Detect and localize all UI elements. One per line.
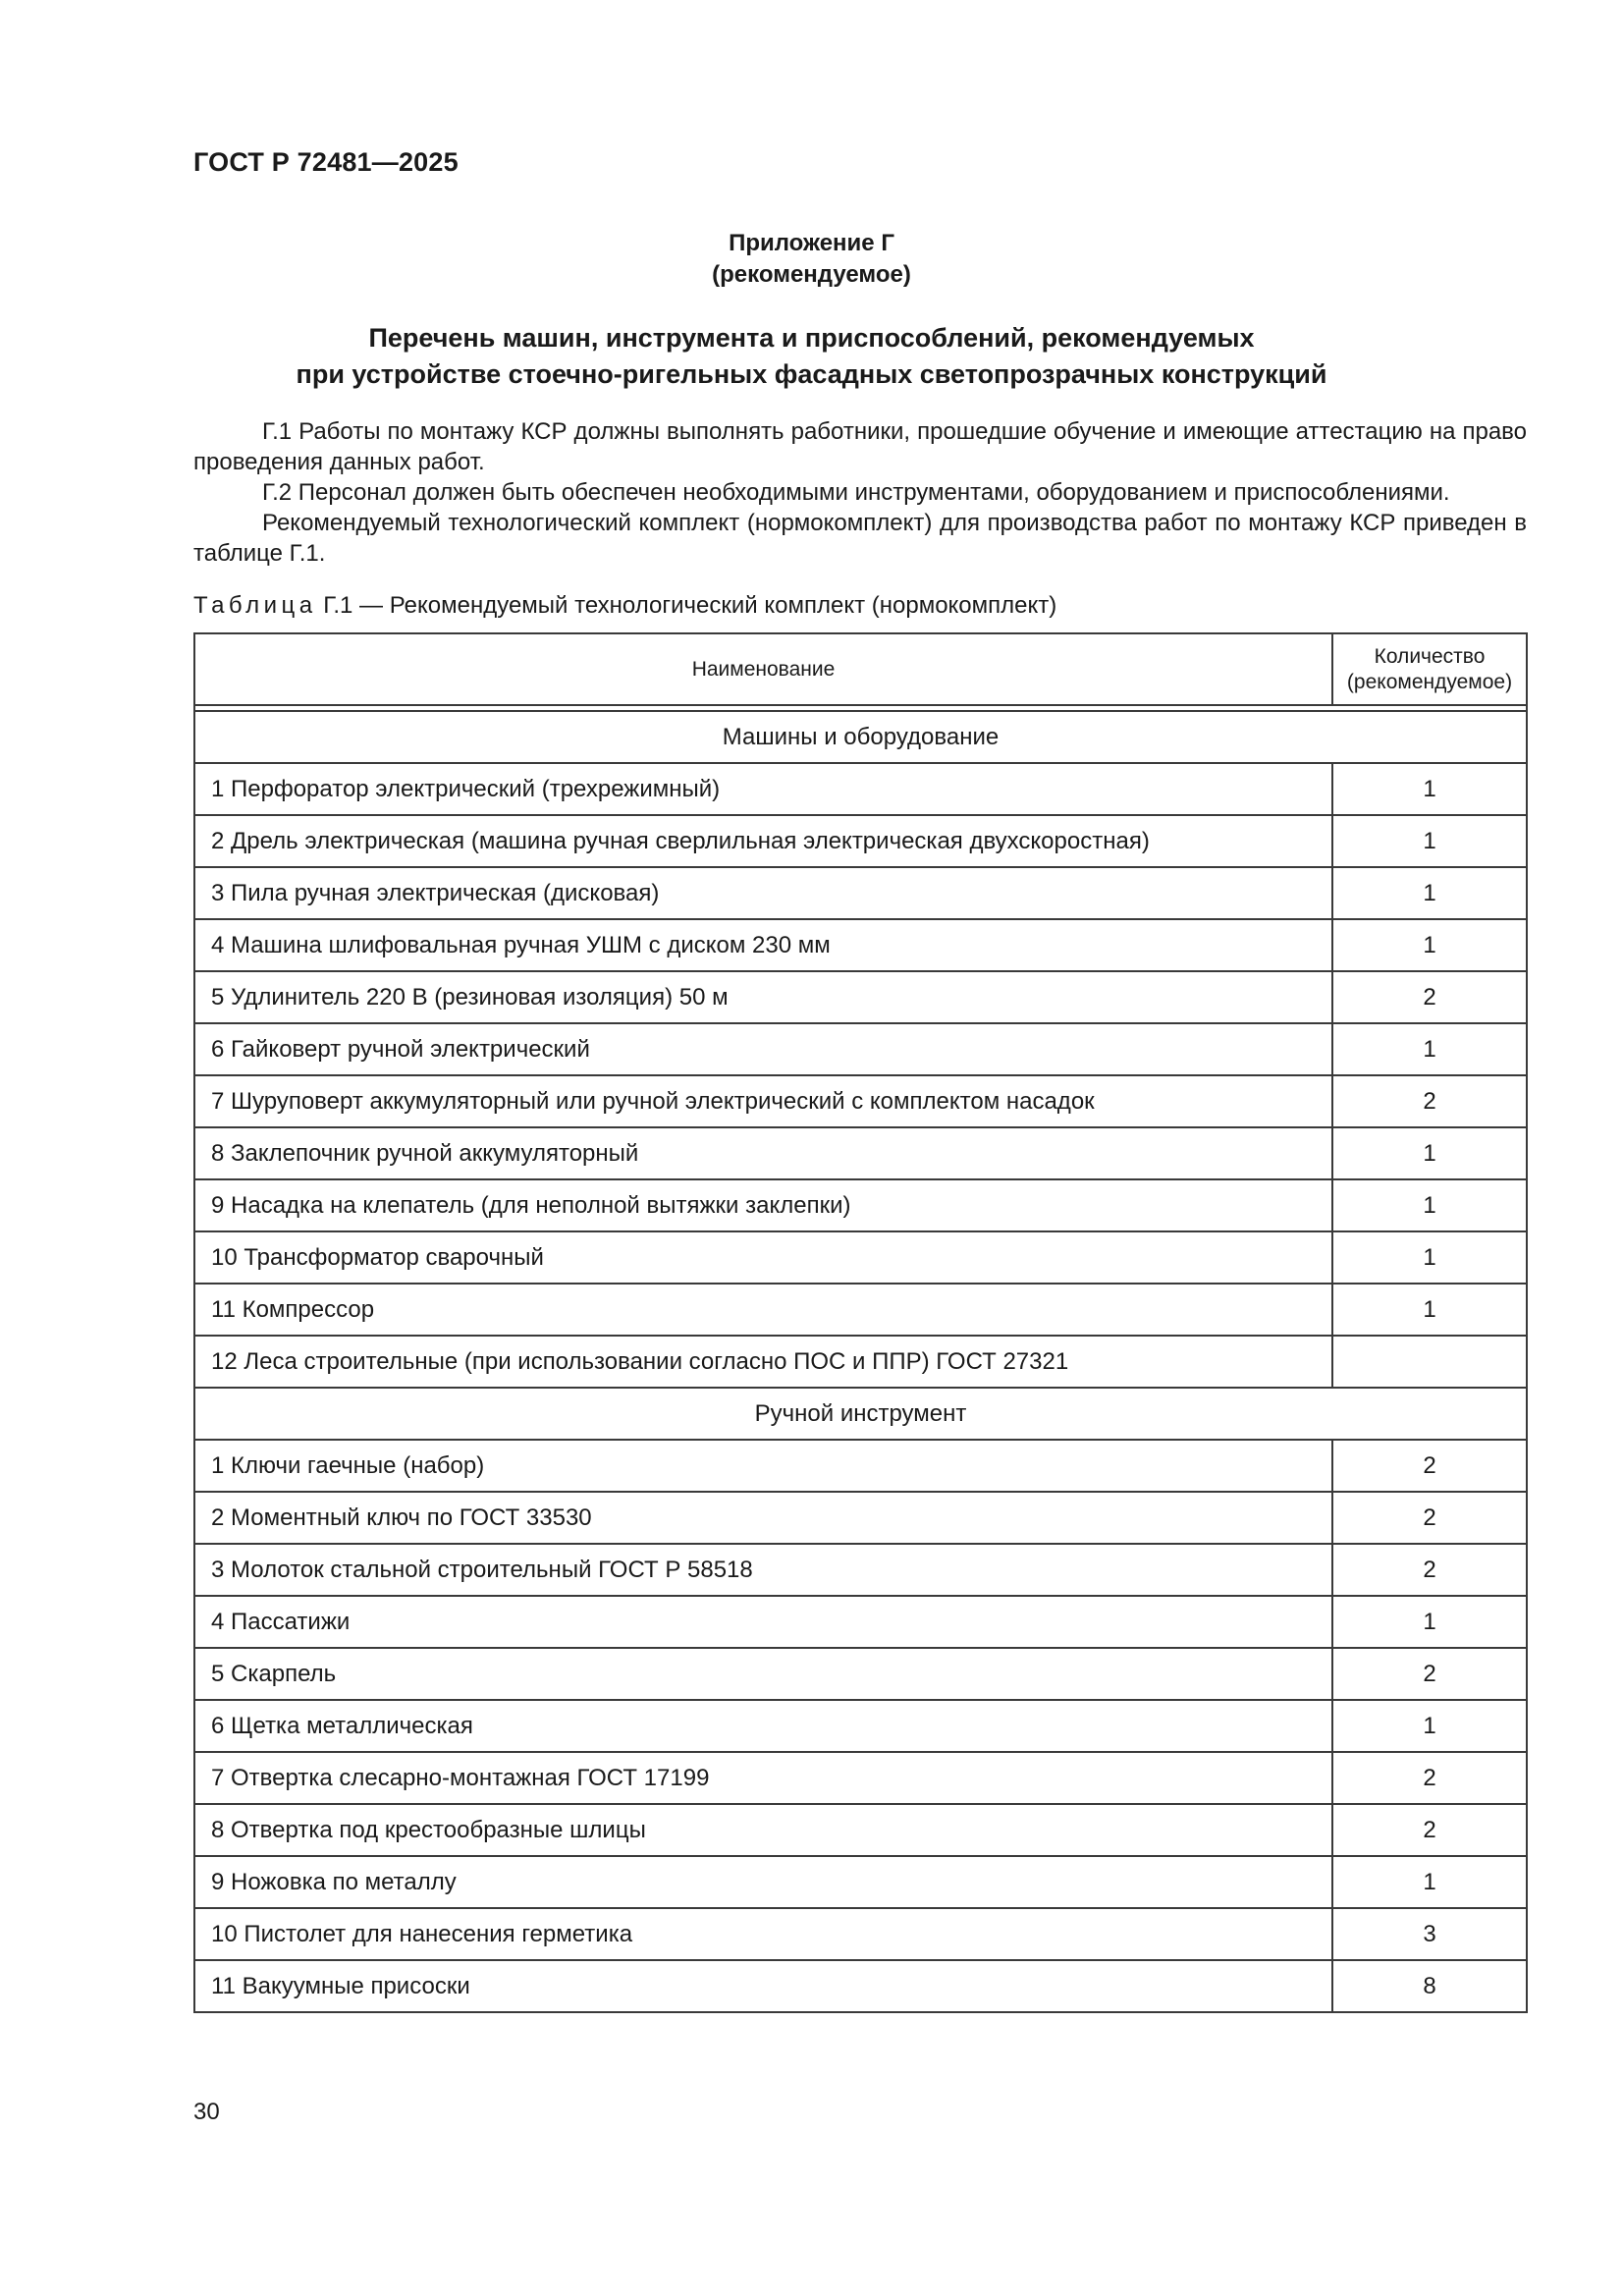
title-line-2: при устройстве стоечно-ригельных фасадных светопрозрачных конструкций [296,359,1327,389]
table-row [194,1596,1527,1648]
item-quantity: 2 [1332,971,1527,1023]
table-row [194,1179,1527,1231]
norm-table [193,632,1528,2013]
item-name: 10 Пистолет для нанесения герметика [194,1908,1332,1960]
item-quantity: 2 [1332,1804,1527,1856]
section-title: Машины и оборудование [194,711,1527,763]
item-name: 6 Щетка металлическая [194,1700,1332,1752]
table-row [194,1544,1527,1596]
item-name: 3 Молоток стальной строительный ГОСТ Р 58518 [194,1544,1332,1596]
table-row [194,1752,1527,1804]
item-quantity: 1 [1332,919,1527,971]
item-quantity: 1 [1332,1700,1527,1752]
table-caption-text: Г.1 — Рекомендуемый технологический комплект (нормокомплект) [316,592,1057,619]
item-name: 4 Машина шлифовальная ручная УШМ с диском 230 мм [194,919,1332,971]
item-quantity [1332,1336,1527,1388]
item-name: 3 Пила ручная электрическая (дисковая) [194,867,1332,919]
column-header-name: Наименование [194,633,1332,705]
item-quantity: 2 [1332,1752,1527,1804]
table-row [194,919,1527,971]
table-row [194,1231,1527,1284]
table-caption [193,592,1056,620]
table-body [194,705,1527,2012]
item-name: 1 Перфоратор электрический (трехрежимный) [194,763,1332,815]
item-quantity: 1 [1332,1284,1527,1336]
section-row [194,711,1527,763]
table-row [194,1960,1527,2012]
item-quantity: 1 [1332,1231,1527,1284]
item-name: 7 Отвертка слесарно-монтажная ГОСТ 17199 [194,1752,1332,1804]
item-quantity: 2 [1332,1492,1527,1544]
section-title: Ручной инструмент [194,1388,1527,1440]
table-header-row [194,633,1527,705]
item-quantity: 1 [1332,763,1527,815]
item-quantity: 1 [1332,1856,1527,1908]
body-text [193,416,1527,569]
item-name: 12 Леса строительные (при использовании согласно ПОС и ППР) ГОСТ 27321 [194,1336,1332,1388]
table-row [194,1908,1527,1960]
appendix-title [0,320,1623,393]
table-row [194,1336,1527,1388]
item-quantity: 1 [1332,1596,1527,1648]
item-quantity: 1 [1332,1179,1527,1231]
item-quantity: 1 [1332,1127,1527,1179]
appendix-heading [0,228,1623,291]
column-header-quantity-line1: Количество [1374,644,1486,668]
item-name: 5 Скарпель [194,1648,1332,1700]
paragraph-g1: Г.1 Работы по монтажу КСР должны выполнять работники, прошедшие обучение и имеющие аттестацию на право проведения данных работ. [193,418,1527,475]
item-name: 7 Шуруповерт аккумуляторный или ручной электрический с комплектом насадок [194,1075,1332,1127]
column-header-quantity-line2: (рекомендуемое) [1346,670,1513,693]
item-name: 2 Моментный ключ по ГОСТ 33530 [194,1492,1332,1544]
item-quantity: 1 [1332,867,1527,919]
table-row [194,867,1527,919]
page-number: 30 [193,2099,220,2125]
item-name: 11 Вакуумные присоски [194,1960,1332,2012]
table-caption-word: Таблица [193,592,317,619]
table-row [194,1804,1527,1856]
table-row [194,1856,1527,1908]
item-quantity: 2 [1332,1648,1527,1700]
table-row [194,763,1527,815]
appendix-status: (рекомендуемое) [712,261,911,288]
item-quantity: 1 [1332,815,1527,867]
table-row [194,971,1527,1023]
item-name: 9 Ножовка по металлу [194,1856,1332,1908]
table-row [194,1440,1527,1492]
item-name: 4 Пассатижи [194,1596,1332,1648]
item-name: 8 Заклепочник ручной аккумуляторный [194,1127,1332,1179]
title-line-1: Перечень машин, инструмента и приспособлений, рекомендуемых [368,323,1255,353]
item-name: 9 Насадка на клепатель (для неполной вытяжки заклепки) [194,1179,1332,1231]
item-name: 2 Дрель электрическая (машина ручная сверлильная электрическая двухскоростная) [194,815,1332,867]
item-name: 1 Ключи гаечные (набор) [194,1440,1332,1492]
item-quantity: 2 [1332,1075,1527,1127]
paragraph-g2-cont: Рекомендуемый технологический комплект (нормокомплект) для производства работ по монтажу КСР приведен в таблице Г.1. [193,510,1527,567]
table-row [194,1023,1527,1075]
item-quantity: 2 [1332,1544,1527,1596]
paragraph-g2: Г.2 Персонал должен быть обеспечен необходимыми инструментами, оборудованием и приспособлениями. [262,479,1450,506]
item-quantity: 3 [1332,1908,1527,1960]
appendix-label: Приложение Г [729,230,894,256]
column-header-quantity [1332,633,1527,705]
table-row [194,1075,1527,1127]
section-row [194,1388,1527,1440]
table-row [194,1492,1527,1544]
item-quantity: 2 [1332,1440,1527,1492]
item-quantity: 8 [1332,1960,1527,2012]
table-row [194,1284,1527,1336]
item-name: 11 Компрессор [194,1284,1332,1336]
item-name: 6 Гайковерт ручной электрический [194,1023,1332,1075]
table-row [194,815,1527,867]
document-header: ГОСТ Р 72481—2025 [193,147,459,177]
item-name: 10 Трансформатор сварочный [194,1231,1332,1284]
table-row [194,1127,1527,1179]
table-row [194,1700,1527,1752]
item-name: 8 Отвертка под крестообразные шлицы [194,1804,1332,1856]
item-quantity: 1 [1332,1023,1527,1075]
table-row [194,1648,1527,1700]
item-name: 5 Удлинитель 220 В (резиновая изоляция) 50 м [194,971,1332,1023]
